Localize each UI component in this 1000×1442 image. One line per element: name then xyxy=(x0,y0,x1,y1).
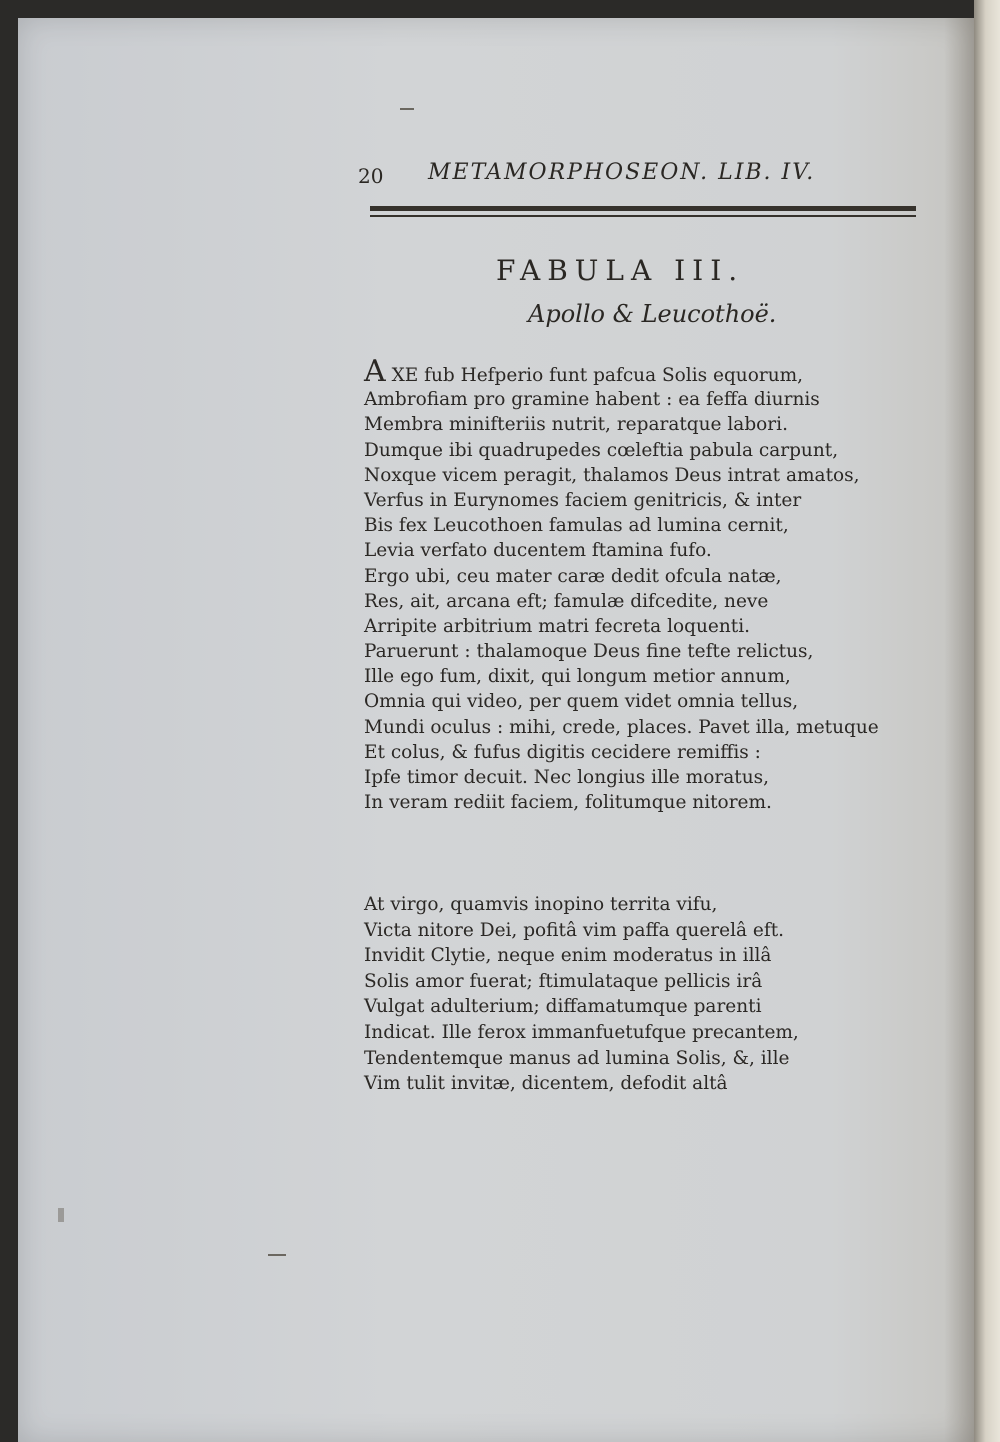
paper-speck xyxy=(400,108,414,110)
paper-speck xyxy=(268,1254,286,1256)
heading-rule-thin xyxy=(370,215,916,217)
initial-letter: A xyxy=(364,354,386,389)
verse-line: Bis fex Leucothoen famulas ad lumina cernit, xyxy=(364,515,789,537)
verse-line: Victa nitore Dei, pofitâ vim paffa querelâ eft. xyxy=(364,919,785,941)
verse-line: Invidit Clytie, neque enim moderatus in illâ xyxy=(364,945,772,967)
spine-shadow xyxy=(944,18,974,1442)
stanza-two xyxy=(364,892,924,1097)
verse-line-first-text: XE fub Hefperio funt pafcua Solis equorum, xyxy=(391,365,804,386)
running-title: METAMORPHOSEON. LIB. IV. xyxy=(428,160,816,185)
verse-line: Ille ego fum, dixit, qui longum metior annum, xyxy=(364,666,791,688)
verse-line: Membra minifteriis nutrit, reparatque labori. xyxy=(364,414,788,436)
heading-rule-thick xyxy=(370,206,916,211)
verse-line: In veram rediit faciem, folitumque nitorem. xyxy=(364,792,772,814)
verse-line: Arripite arbitrium matri fecreta loquenti. xyxy=(364,615,750,637)
verse-line: Mundi oculus : mihi, crede, places. Pavet illa, metuque xyxy=(364,716,879,738)
verse-line: Noxque vicem peragit, thalamos Deus intrat amatos, xyxy=(364,464,860,486)
verse-line: Ipfe timor decuit. Nec longius ille moratus, xyxy=(364,767,770,788)
verse-line: Solis amor fuerat; ftimulataque pellicis irâ xyxy=(364,970,763,992)
verse-line-first xyxy=(364,354,924,389)
verse-line: Omnia qui video, per quem videt omnia tellus, xyxy=(364,691,799,713)
verse-line: Paruerunt : thalamoque Deus fine tefte relictus, xyxy=(364,641,814,663)
verse-line: Vulgat adulterium; diffamatumque parenti xyxy=(364,996,762,1018)
paper-speck xyxy=(58,1208,64,1222)
verse-line: Ergo ubi, ceu mater caræ dedit ofcula natæ, xyxy=(364,565,782,587)
verse-line: Indicat. Ille ferox immanfuetufque precantem, xyxy=(364,1021,799,1043)
verse-line: Tendentemque manus ad lumina Solis, &, ille xyxy=(364,1047,790,1069)
verse-line: Vim tulit invitæ, dicentem, defodit altâ xyxy=(364,1073,728,1095)
fable-subtitle: Apollo & Leucothoë. xyxy=(528,300,777,328)
page-number: 20 xyxy=(358,164,384,188)
verse-line: Dumque ibi quadrupedes cœleftia pabula carpunt, xyxy=(364,439,839,461)
stanza-one xyxy=(364,354,924,815)
facing-page-edge xyxy=(974,0,1000,1442)
verse-line: Verfus in Eurynomes faciem genitricis, & inter xyxy=(364,489,802,511)
verse-line: Res, ait, arcana eft; famulæ difcedite, neve xyxy=(364,590,769,612)
verse-line: At virgo, quamvis inopino territa vifu, xyxy=(364,894,718,915)
running-head xyxy=(358,160,918,194)
fable-number-heading: FABULA III. xyxy=(496,254,745,287)
verse-line: Levia verfato ducentem ftamina fufo. xyxy=(364,540,712,562)
verse-line: Ambrofiam pro gramine habent : ea feffa diurnis xyxy=(364,389,820,411)
verse-line: Et colus, & fufus digitis cecidere remiffis : xyxy=(364,741,761,763)
